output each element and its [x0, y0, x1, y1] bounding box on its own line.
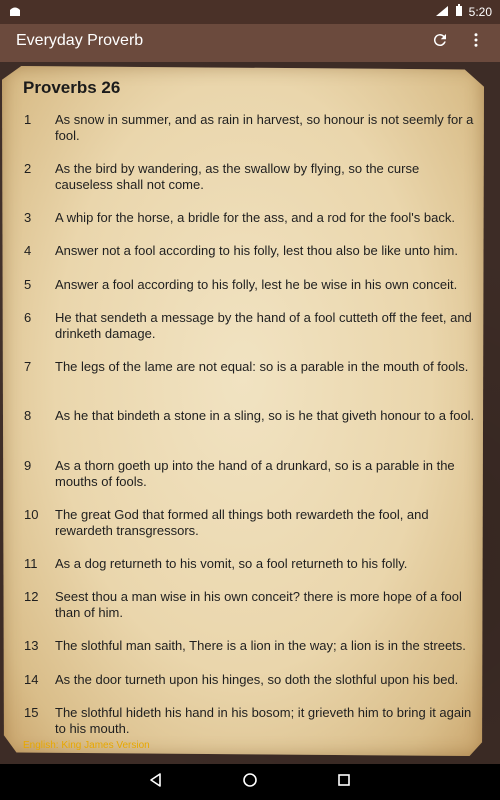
verse-number: 4 [24, 243, 32, 258]
verse-number: 14 [24, 672, 39, 687]
verse-text: The slothful man saith, There is a lion in the way; a lion is in the streets. [55, 638, 466, 653]
verse-number: 2 [24, 161, 32, 176]
verse-number: 15 [24, 705, 39, 720]
verse-text: As a thorn goeth up into the hand of a drunkard, so is a parable in the mouths of fools. [55, 458, 455, 489]
home-button[interactable] [238, 770, 262, 794]
verse-number: 9 [24, 458, 32, 473]
translation-label: English: King James Version [23, 740, 150, 751]
verse-number: 3 [24, 210, 32, 225]
recents-icon [337, 773, 351, 792]
verse-text: Seest thou a man wise in his own conceit? there is more hope of a fool than of him. [55, 589, 462, 620]
navigation-bar [0, 764, 500, 800]
verse-text: The legs of the lame are not equal: so is a parable in the mouth of fools. [55, 359, 469, 374]
chapter-title: Proverbs 26 [23, 78, 121, 97]
back-icon [148, 772, 164, 793]
verse-text: As he that bindeth a stone in a sling, so is he that giveth honour to a fool. [55, 408, 475, 423]
back-button[interactable] [144, 770, 168, 794]
verse-text: As a dog returneth to his vomit, so a fool returneth to his folly. [55, 556, 408, 571]
status-time: 5:20 [468, 5, 492, 19]
app-title: Everyday Proverb [16, 32, 144, 49]
verse-text: A whip for the horse, a bridle for the ass, and a rod for the fool's back. [55, 210, 455, 225]
verse-text: He that sendeth a message by the hand of a fool cutteth off the feet, and drinketh damage. [55, 310, 472, 341]
verse-number: 12 [24, 589, 39, 604]
verse-number: 5 [24, 277, 32, 292]
verse-number: 1 [24, 112, 32, 127]
verse-text: As the door turneth upon his hinges, so doth the slothful upon his bed. [55, 672, 459, 687]
verse-number: 7 [24, 359, 32, 374]
recents-button[interactable] [332, 770, 356, 794]
verse-number: 13 [24, 638, 39, 653]
verse-number: 8 [24, 408, 32, 423]
verse-text: Answer not a fool according to his folly, lest thou also be like unto him. [55, 243, 458, 258]
verse-number: 11 [24, 556, 38, 571]
verse-number: 10 [24, 507, 39, 522]
verse-text: As the bird by wandering, as the swallow by flying, so the curse causeless shall not come. [55, 161, 420, 192]
verse-text: The great God that formed all things both rewardeth the fool, and rewardeth transgressors. [55, 507, 429, 538]
verse-number: 6 [24, 310, 32, 325]
home-icon [242, 772, 258, 793]
verse-text: Answer a fool according to his folly, lest he be wise in his own conceit. [55, 277, 458, 292]
verse-text: The slothful hideth his hand in his bosom; it grieveth him to bring it again to his mouth. [55, 705, 472, 736]
verse-text: As snow in summer, and as rain in harvest, so honour is not seemly for a fool. [55, 112, 474, 143]
